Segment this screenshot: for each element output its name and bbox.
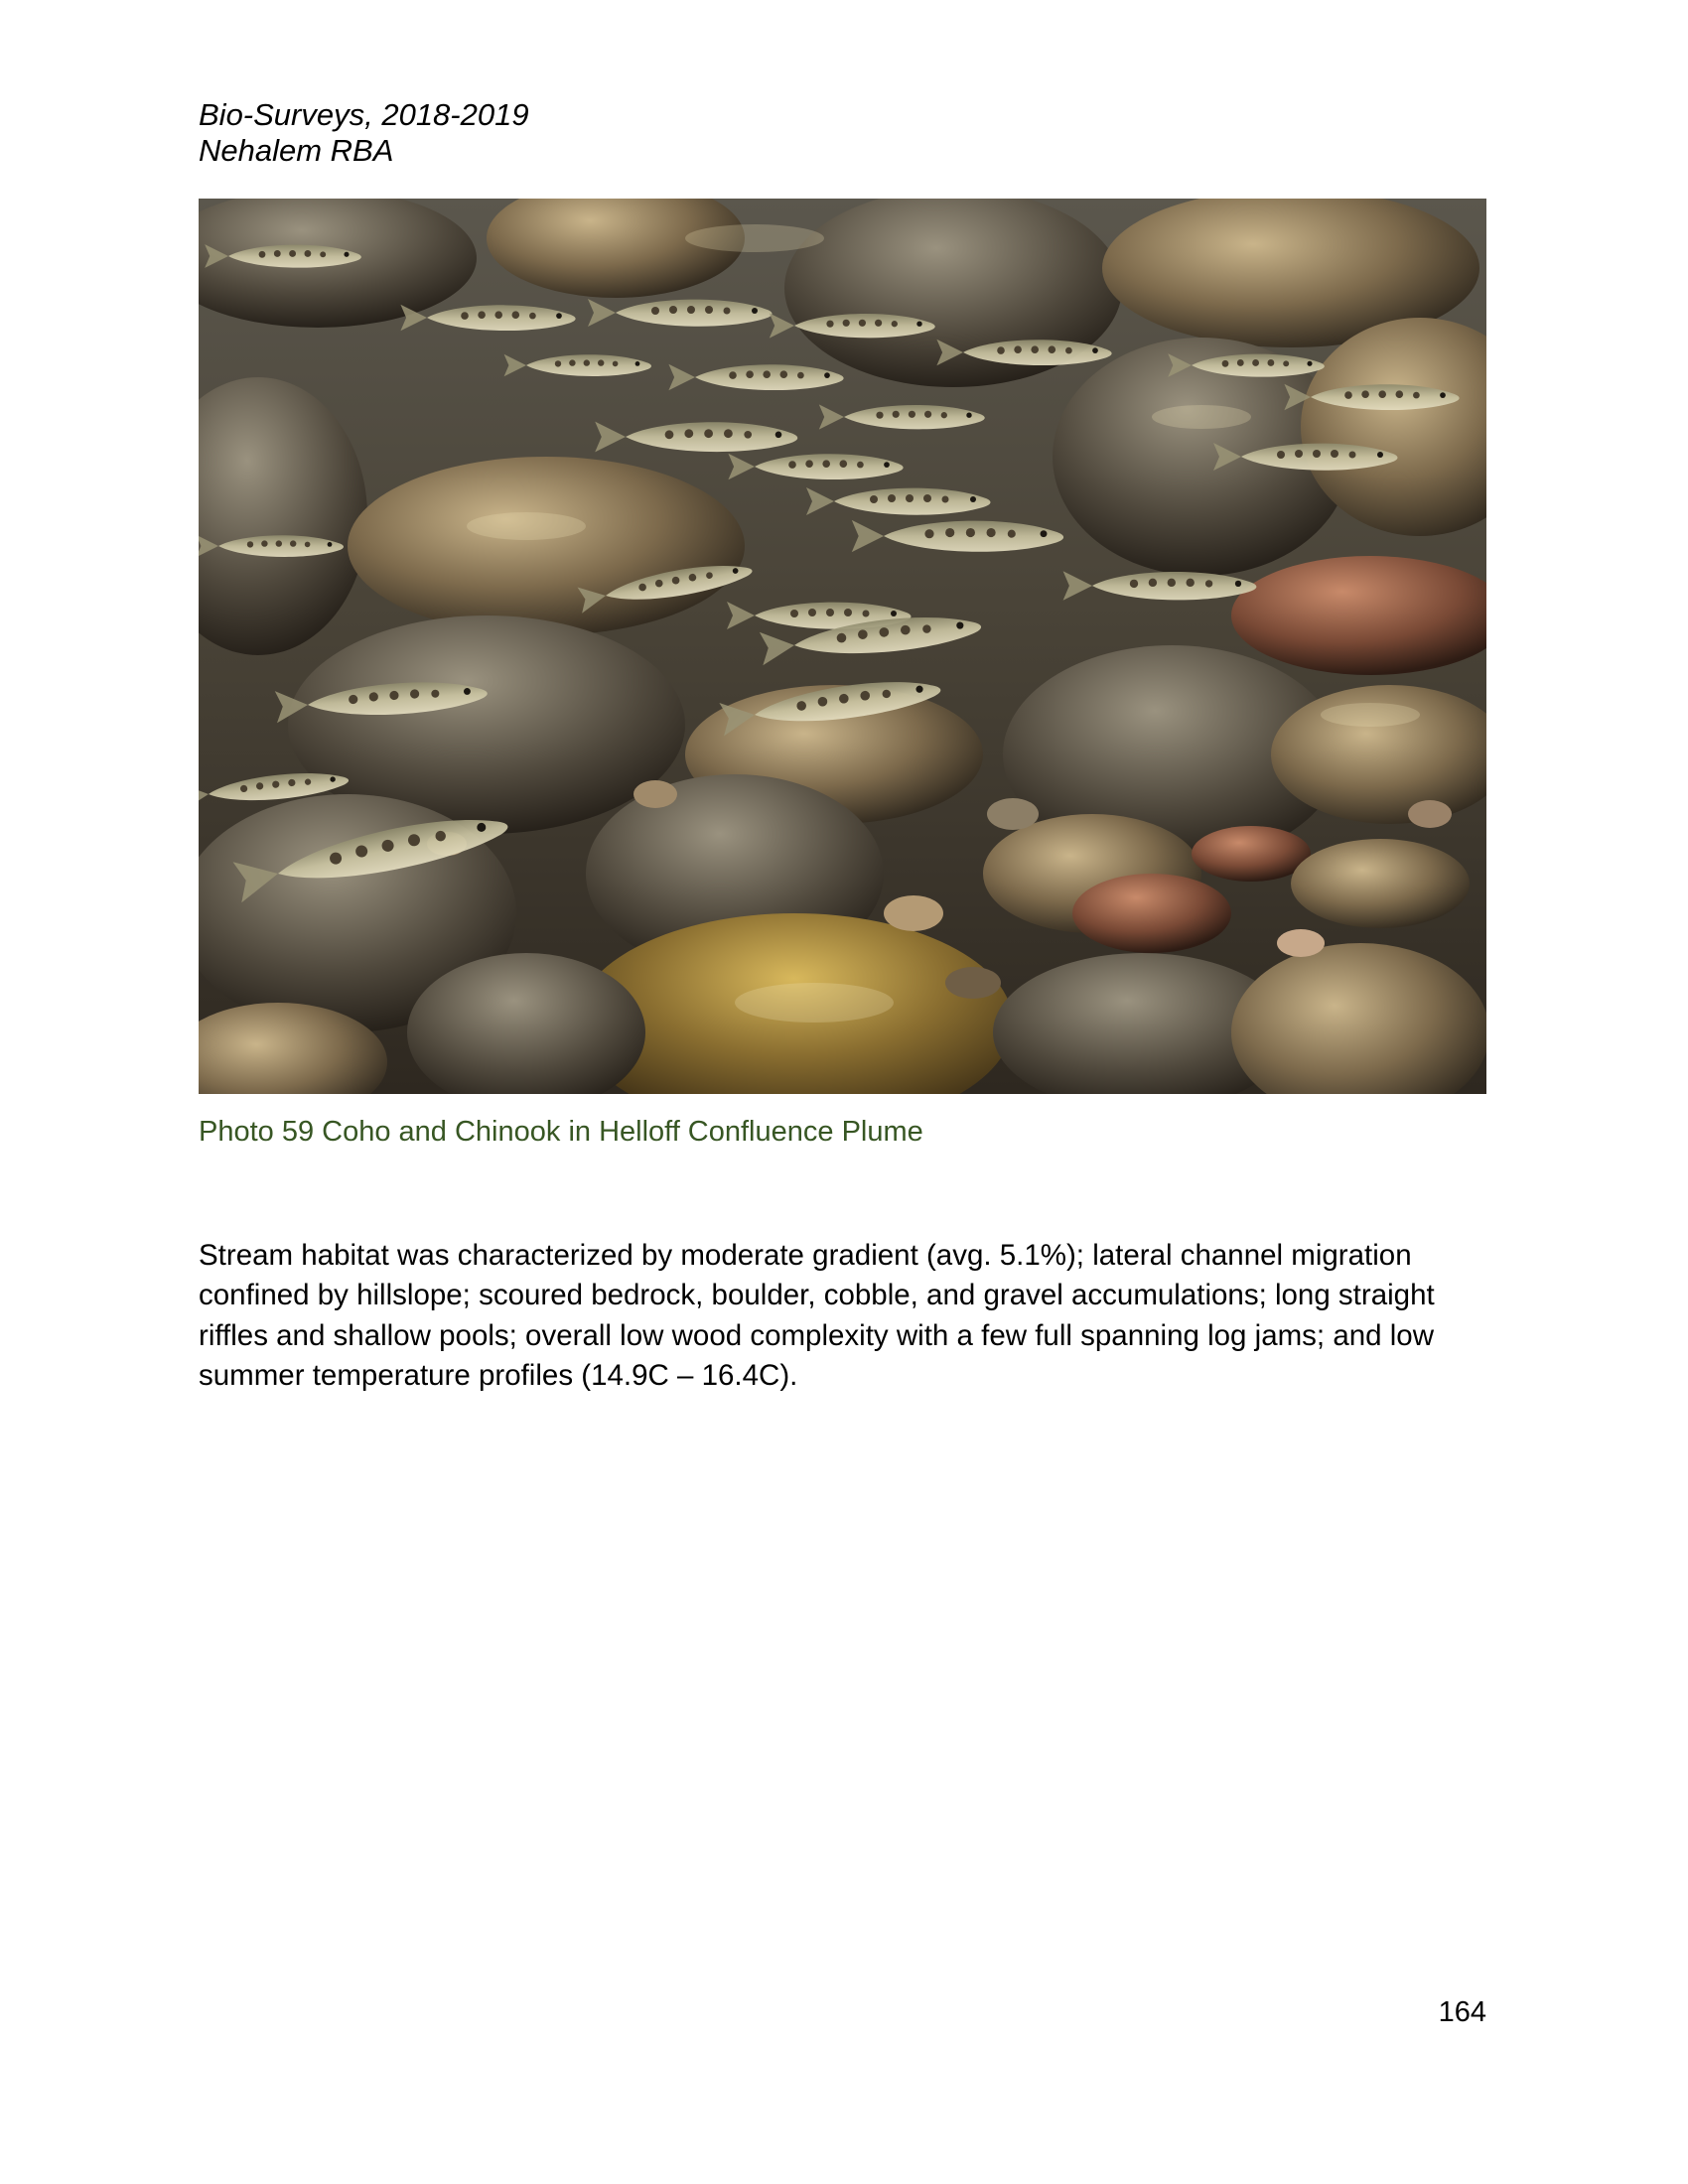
underwater-fish-photo bbox=[199, 199, 1486, 1094]
page-number: 164 bbox=[1438, 1996, 1486, 2028]
body-paragraph: Stream habitat was characterized by moderate gradient (avg. 5.1%); lateral channel migration confined by hillslope; scoured bedrock, boulder, cobble, and gravel accumulations; long straight riffles and shallow pools; overall low wood complexity with a few full spanning log jams; and low summer temperature profiles (14.9C – 16.4C). bbox=[199, 1238, 1435, 1392]
photo-illustration bbox=[199, 199, 1486, 1094]
header-subtitle: Nehalem RBA bbox=[199, 133, 394, 168]
header-report-title: Bio-Surveys, 2018-2019 bbox=[199, 97, 529, 132]
photo-caption: Photo 59 Coho and Chinook in Helloff Confluence Plume bbox=[199, 1116, 923, 1148]
running-header bbox=[199, 97, 529, 169]
